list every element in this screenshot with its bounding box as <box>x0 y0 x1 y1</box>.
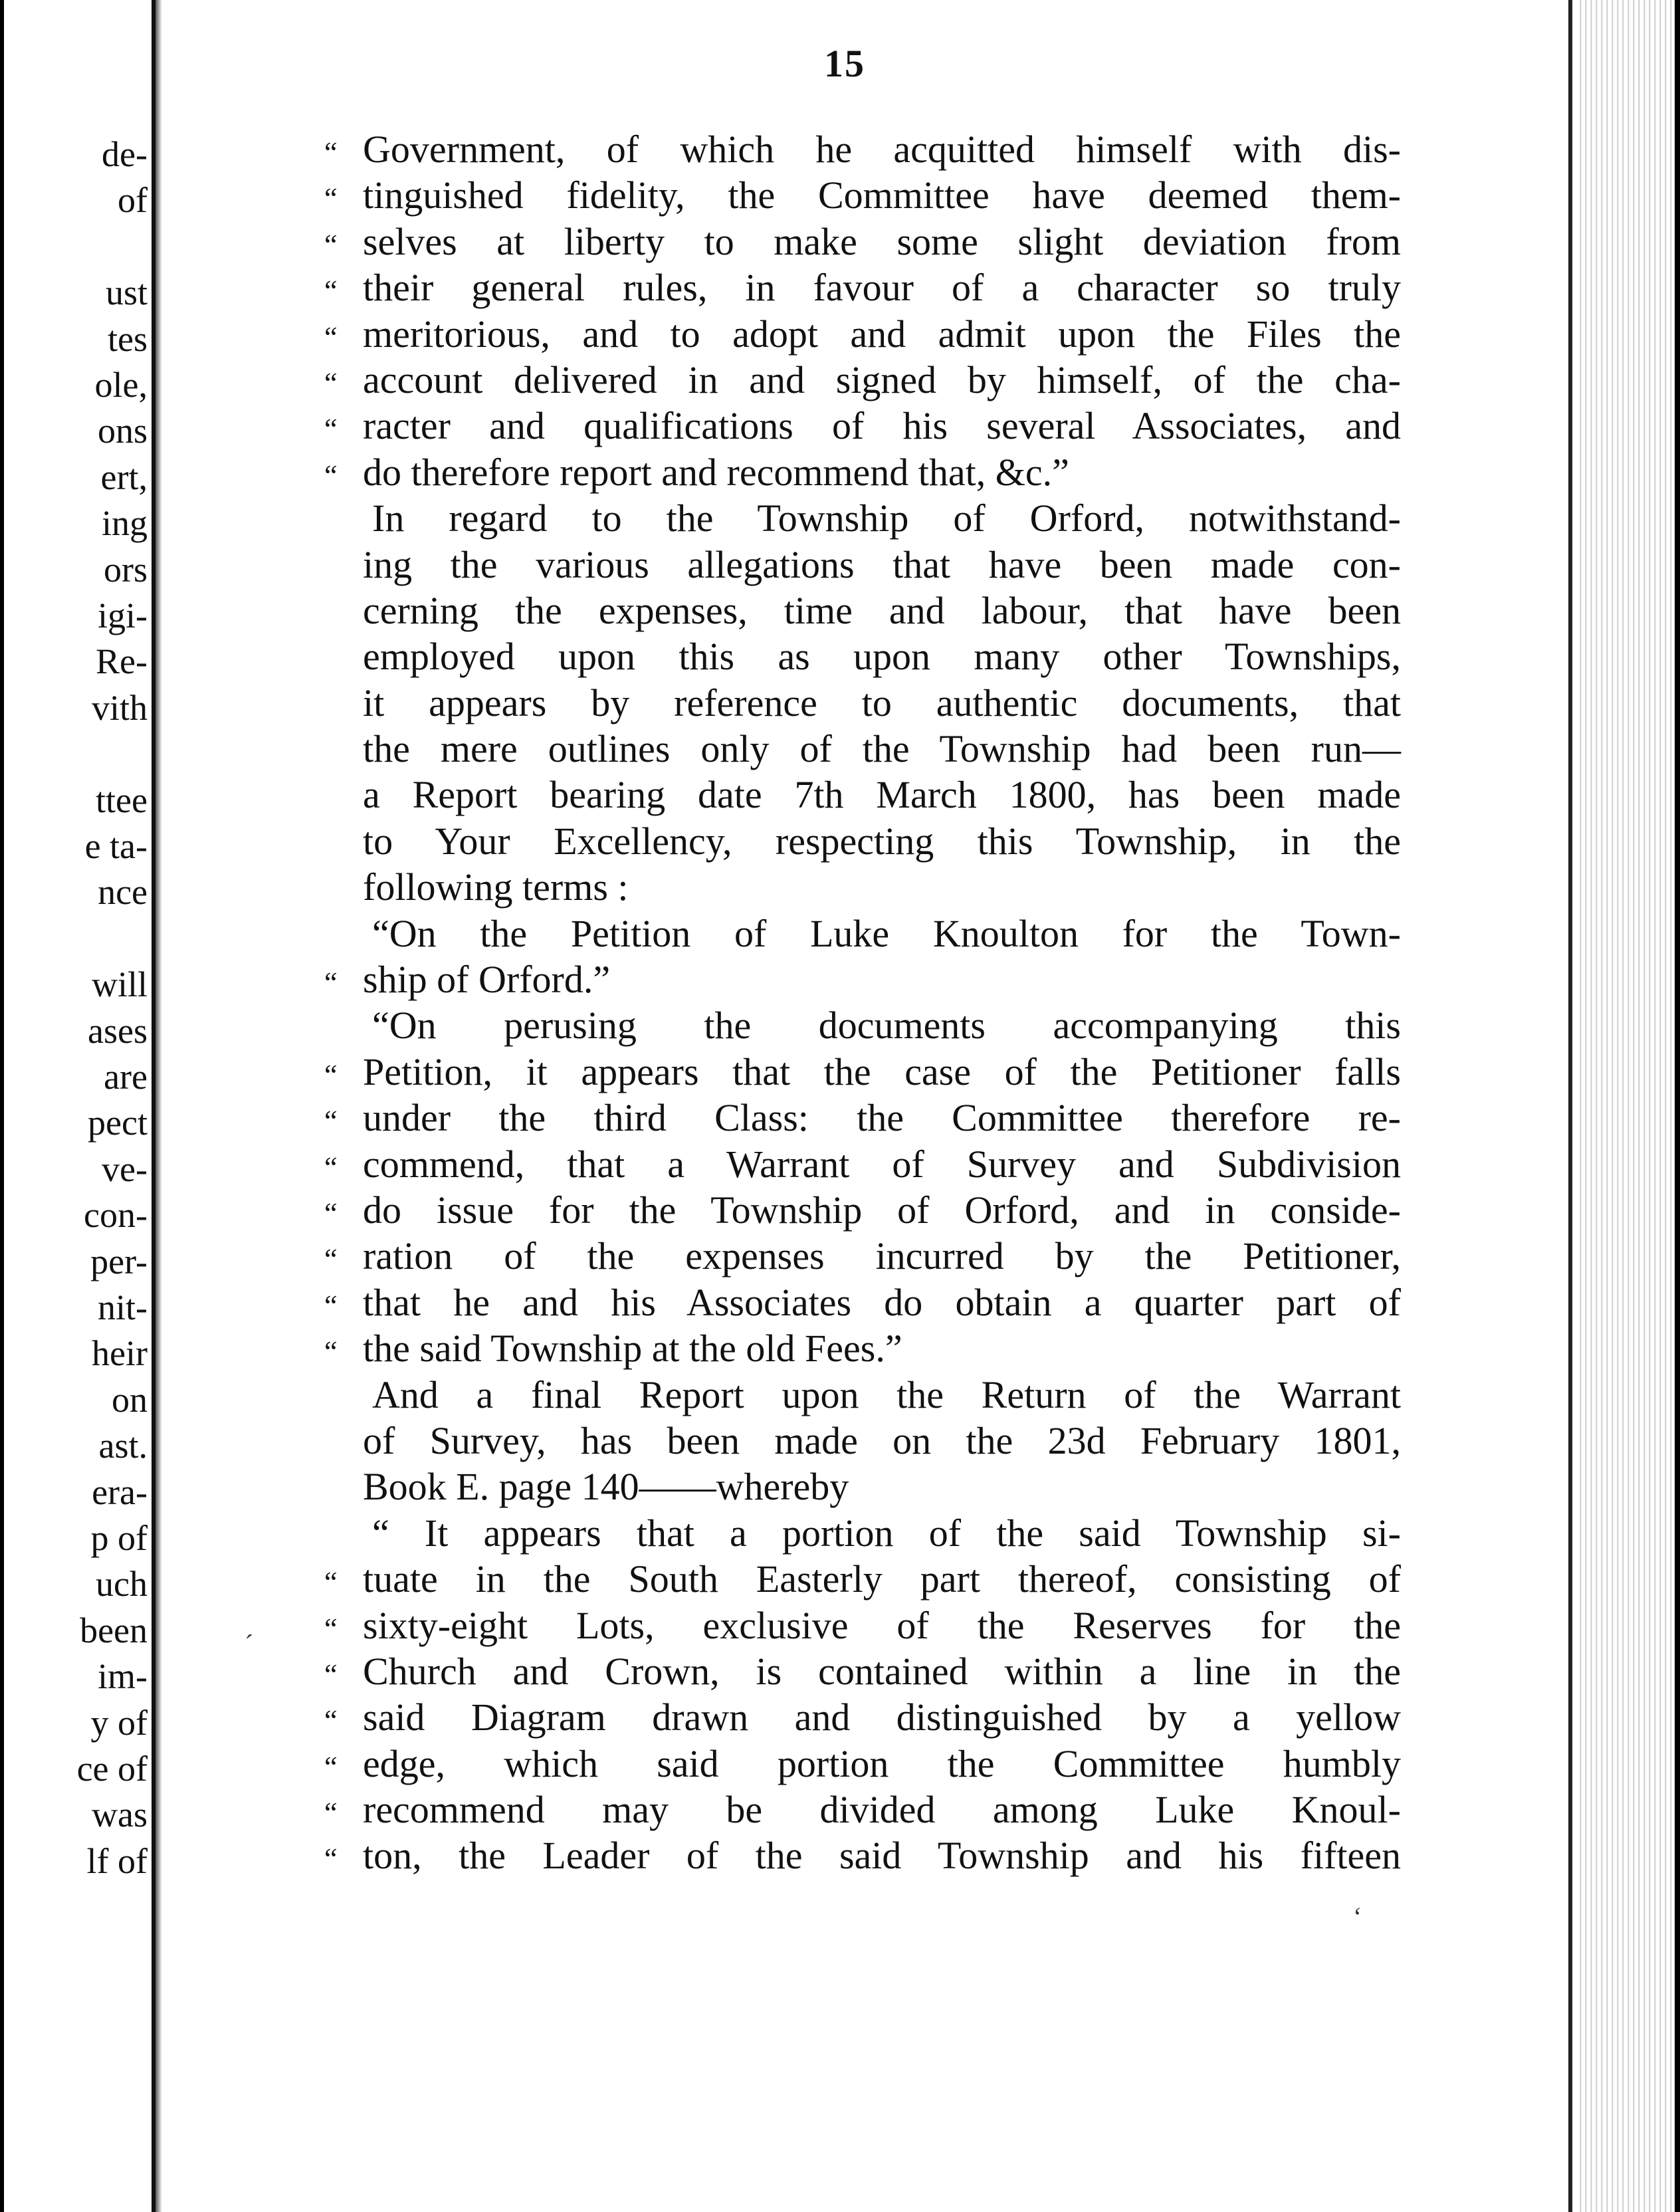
text-line <box>324 726 1401 772</box>
left-page-fragment: will <box>91 964 148 1005</box>
text-line <box>324 1603 1401 1648</box>
line-text: Church and Crown, is contained within a line in the <box>363 1649 1401 1693</box>
line-text: Book E. page 140——whereby <box>363 1465 849 1509</box>
line-text: that he and his Associates do obtain a quarter part of <box>363 1280 1401 1324</box>
left-page-fragment: p of <box>90 1518 148 1558</box>
quote-mark: “ <box>324 1612 338 1645</box>
line-text: sixty-eight Lots, exclusive of the Reserves for the <box>363 1603 1401 1647</box>
left-page-fragment: on <box>112 1379 148 1420</box>
quote-mark: “ <box>324 228 338 261</box>
text-line <box>324 1325 1401 1371</box>
left-page-fragment: era- <box>92 1472 148 1512</box>
left-page-fragment: heir <box>92 1333 148 1374</box>
left-page-fragment: e ta- <box>84 826 148 866</box>
left-page-fragment: ert, <box>100 457 148 497</box>
quote-mark: “ <box>324 1151 338 1184</box>
quote-mark: “ <box>324 1105 338 1138</box>
line-text: meritorious, and to adopt and admit upon the Files the <box>363 312 1401 356</box>
left-page-fragment: nit- <box>98 1287 148 1327</box>
text-line <box>324 864 1401 910</box>
text-line <box>324 633 1401 679</box>
left-page-fragment: ttee <box>96 780 148 820</box>
left-page-fragment: y of <box>90 1702 148 1743</box>
line-text: following terms : <box>363 865 629 909</box>
quote-mark: “ <box>324 1658 338 1691</box>
line-text: ton, the Leader of the said Township and his fifteen <box>363 1834 1401 1878</box>
quote-mark: “ <box>324 136 338 169</box>
left-page-fragment: ors <box>104 549 148 590</box>
left-page-fragment: ases <box>88 1010 148 1051</box>
text-line <box>324 680 1401 726</box>
line-text: “ It appears that a portion of the said Township si- <box>372 1511 1401 1555</box>
line-text: tinguished fidelity, the Committee have deemed them- <box>363 173 1401 217</box>
left-page-fragment: ons <box>97 411 148 451</box>
line-text: ing the various allegations that have been made con- <box>363 542 1401 586</box>
text-line <box>324 1418 1401 1464</box>
text-line <box>324 219 1401 265</box>
line-text: ration of the expenses incurred by the Petitioner, <box>363 1234 1401 1278</box>
text-line <box>324 311 1401 357</box>
text-line <box>324 772 1401 818</box>
text-line <box>324 542 1401 588</box>
text-line <box>324 1141 1401 1187</box>
line-text: In regard to the Township of Orford, notwithstand- <box>372 497 1401 540</box>
text-line <box>324 1372 1401 1418</box>
text-line <box>324 1510 1401 1556</box>
line-text: a Report bearing date 7th March 1800, has been made <box>363 773 1401 817</box>
left-page-fragment: of <box>118 180 148 221</box>
line-text: to Your Excellency, respecting this Township, in the <box>363 819 1401 863</box>
quote-mark: “ <box>324 459 338 492</box>
quote-mark: “ <box>324 275 338 308</box>
line-text: do therefore report and recommend that, &c.” <box>363 450 1069 494</box>
text-line <box>324 1694 1401 1740</box>
left-page-fragment: tes <box>108 318 148 359</box>
text-line <box>324 956 1401 1002</box>
stray-mark: ´ <box>245 1629 254 1659</box>
quote-mark: “ <box>324 1704 338 1737</box>
left-page-fragment: ve- <box>102 1149 148 1189</box>
text-line <box>324 1095 1401 1141</box>
text-line <box>324 1832 1401 1878</box>
quote-mark: “ <box>324 1058 338 1091</box>
left-page-fragment: vith <box>91 687 148 728</box>
left-page-fragment: ust <box>105 273 148 313</box>
text-line <box>324 449 1401 495</box>
text-line <box>324 1741 1401 1787</box>
line-text: “On the Petition of Luke Knoulton for the Town- <box>372 911 1401 955</box>
line-text: recommend may be divided among Luke Knoul- <box>363 1788 1401 1832</box>
page-edge-stack <box>1576 0 1675 2212</box>
left-page-fragment: Re- <box>96 641 148 682</box>
left-page-fragment: ole, <box>94 365 148 405</box>
quote-mark: “ <box>324 1243 338 1276</box>
scan-border-right <box>1675 0 1680 2212</box>
stray-mark: ʻ <box>1353 1902 1362 1932</box>
text-line <box>324 1648 1401 1694</box>
left-page-fragment: im- <box>98 1656 148 1697</box>
left-page-fragment: igi- <box>98 596 148 635</box>
text-line <box>324 1049 1401 1095</box>
quote-mark: “ <box>324 1797 338 1830</box>
left-page-fragment: ast. <box>98 1426 148 1466</box>
line-text: tuate in the South Easterly part thereof, consisting of <box>363 1557 1401 1601</box>
left-page-fragment: pect <box>88 1103 148 1143</box>
previous-page-strip <box>4 0 153 2212</box>
left-page-fragment: con- <box>84 1195 148 1236</box>
quote-mark: “ <box>324 182 338 215</box>
line-text: their general rules, in favour of a character so truly <box>363 266 1401 310</box>
quote-mark: “ <box>324 413 338 446</box>
line-text: selves at liberty to make some slight deviation from <box>363 219 1401 263</box>
left-page-fragment: per- <box>90 1241 148 1281</box>
line-text: And a final Report upon the Return of the Warrant <box>372 1373 1401 1416</box>
text-line <box>324 1279 1401 1325</box>
quote-mark: “ <box>324 1289 338 1322</box>
quote-mark: “ <box>324 1335 338 1369</box>
text-line <box>324 818 1401 864</box>
text-line <box>324 1787 1401 1832</box>
quote-mark: “ <box>324 1196 338 1230</box>
line-text: account delivered in and signed by himself, of the cha- <box>363 358 1401 401</box>
line-text: cerning the expenses, time and labour, that have been <box>363 588 1401 632</box>
page-body-text <box>324 126 1401 1879</box>
line-text: “On perusing the documents accompanying this <box>372 1004 1401 1048</box>
line-text: said Diagram drawn and distinguished by a yellow <box>363 1696 1401 1739</box>
line-text: under the third Class: the Committee therefore re- <box>363 1096 1401 1140</box>
left-page-fragment: are <box>104 1057 148 1097</box>
left-page-fragment: de- <box>102 134 148 174</box>
left-page-fragment: nce <box>98 872 148 913</box>
line-text: racter and qualifications of his several Associates, and <box>363 404 1401 448</box>
left-page-fragment: uch <box>96 1564 148 1604</box>
text-line <box>324 1233 1401 1279</box>
line-text: do issue for the Township of Orford, and in conside- <box>363 1188 1401 1232</box>
left-page-fragment: been <box>80 1610 148 1650</box>
quote-mark: “ <box>324 320 338 354</box>
left-page-fragment: ing <box>101 503 148 544</box>
text-line <box>324 403 1401 449</box>
quote-mark: “ <box>324 1566 338 1599</box>
line-text: of Survey, has been made on the 23d February 1801, <box>363 1418 1401 1462</box>
line-text: edge, which said portion the Committee humbly <box>363 1741 1401 1785</box>
left-page-fragment: was <box>92 1795 148 1835</box>
page-edge-border <box>1568 0 1572 2212</box>
line-text: Petition, it appears that the case of the Petitioner falls <box>363 1050 1401 1093</box>
text-line <box>324 1187 1401 1233</box>
quote-mark: “ <box>324 1842 338 1876</box>
line-text: Government, of which he acquitted himself with dis- <box>363 128 1401 171</box>
text-line <box>324 1464 1401 1509</box>
text-line <box>324 172 1401 218</box>
text-line <box>324 357 1401 403</box>
left-page-fragment: lf of <box>86 1840 148 1881</box>
text-line <box>324 911 1401 956</box>
quote-mark: “ <box>324 366 338 399</box>
text-line <box>324 1002 1401 1048</box>
line-text: ship of Orford.” <box>363 958 611 1002</box>
page-number: 15 <box>824 42 865 85</box>
line-text: it appears by reference to authentic documents, that <box>363 681 1401 724</box>
gutter-shadow <box>156 0 162 2212</box>
text-line <box>324 588 1401 633</box>
line-text: employed upon this as upon many other Townships, <box>363 635 1401 679</box>
line-text: the said Township at the old Fees.” <box>363 1327 902 1371</box>
left-page-fragment: ce of <box>76 1749 148 1789</box>
text-line <box>324 126 1401 172</box>
line-text: commend, that a Warrant of Survey and Subdivision <box>363 1142 1401 1186</box>
quote-mark: “ <box>324 966 338 1000</box>
text-line <box>324 495 1401 541</box>
text-line <box>324 1556 1401 1602</box>
text-line <box>324 265 1401 310</box>
line-text: the mere outlines only of the Township had been run— <box>363 727 1401 771</box>
quote-mark: “ <box>324 1750 338 1783</box>
